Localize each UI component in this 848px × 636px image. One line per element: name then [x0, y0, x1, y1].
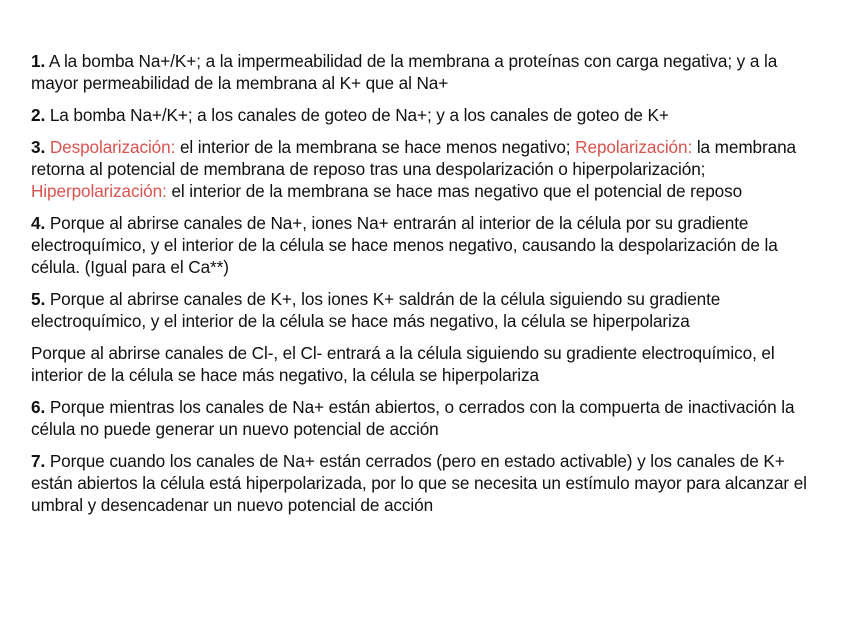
definition-despolarizacion: el interior de la membrana se hace menos negativo;: [175, 137, 576, 157]
answer-1: [31, 50, 821, 94]
definition-repolarizacion: la membrana retorna al potencial de membrana de reposo tras una despolarización o hiperpolarización;: [31, 137, 797, 179]
answer-text: La bomba Na+/K+; a los canales de goteo de Na+; y a los canales de goteo de K+: [45, 105, 669, 125]
answer-2: [31, 104, 821, 126]
answer-text: Porque al abrirse canales de K+, los iones K+ saldrán de la célula siguiendo su gradiente electroquímico, y el interior de la célula se hace más negativo, la célula se hiperpolariza: [31, 289, 721, 331]
answer-text: Porque cuando los canales de Na+ están cerrados (pero en estado activable) y los canales de K+ están abiertos la célula está hiperpolarizada, por lo que se necesita un estímulo mayor para alcanzar el umbral y desencadenar un nuevo potencial de acción: [31, 451, 807, 515]
definition-hiperpolarizacion: el interior de la membrana se hace mas negativo que el potencial de reposo: [166, 181, 743, 201]
answer-5: [31, 288, 821, 332]
answer-5-continuation: [31, 342, 821, 386]
answer-3: [31, 136, 821, 202]
answer-4: [31, 212, 821, 278]
term-hiperpolarizacion: Hiperpolarización:: [31, 181, 167, 201]
term-repolarizacion: Repolarización:: [575, 137, 693, 157]
answer-number: 6.: [31, 397, 46, 417]
answer-number: 7.: [31, 451, 46, 471]
answer-text: Porque al abrirse canales de Na+, iones Na+ entrarán al interior de la célula por su gradiente electroquímico, y el interior de la célula se hace menos negativo, causando la despolarización de la célula. (Igual para el Ca**): [31, 213, 778, 277]
answer-6: [31, 396, 821, 440]
answer-number: 2.: [31, 105, 46, 125]
answer-number: 4.: [31, 213, 46, 233]
answer-text: A la bomba Na+/K+; a la impermeabilidad de la membrana a proteínas con carga negativa; y a la mayor permeabilidad de la membrana al K+ que al Na+: [31, 51, 778, 93]
answers-list: [31, 50, 821, 526]
term-despolarizacion: Despolarización:: [45, 137, 176, 157]
answer-number: 1.: [31, 51, 46, 71]
answer-number: 5.: [31, 289, 46, 309]
answer-text: Porque al abrirse canales de Cl-, el Cl- entrará a la célula siguiendo su gradiente electroquímico, el interior de la célula se hace más negativo, la célula se hiperpolariza: [31, 343, 775, 385]
answer-number: 3.: [31, 137, 46, 157]
answer-text: Porque mientras los canales de Na+ están abiertos, o cerrados con la compuerta de inactivación la célula no puede generar un nuevo potencial de acción: [31, 397, 795, 439]
answer-7: [31, 450, 821, 516]
